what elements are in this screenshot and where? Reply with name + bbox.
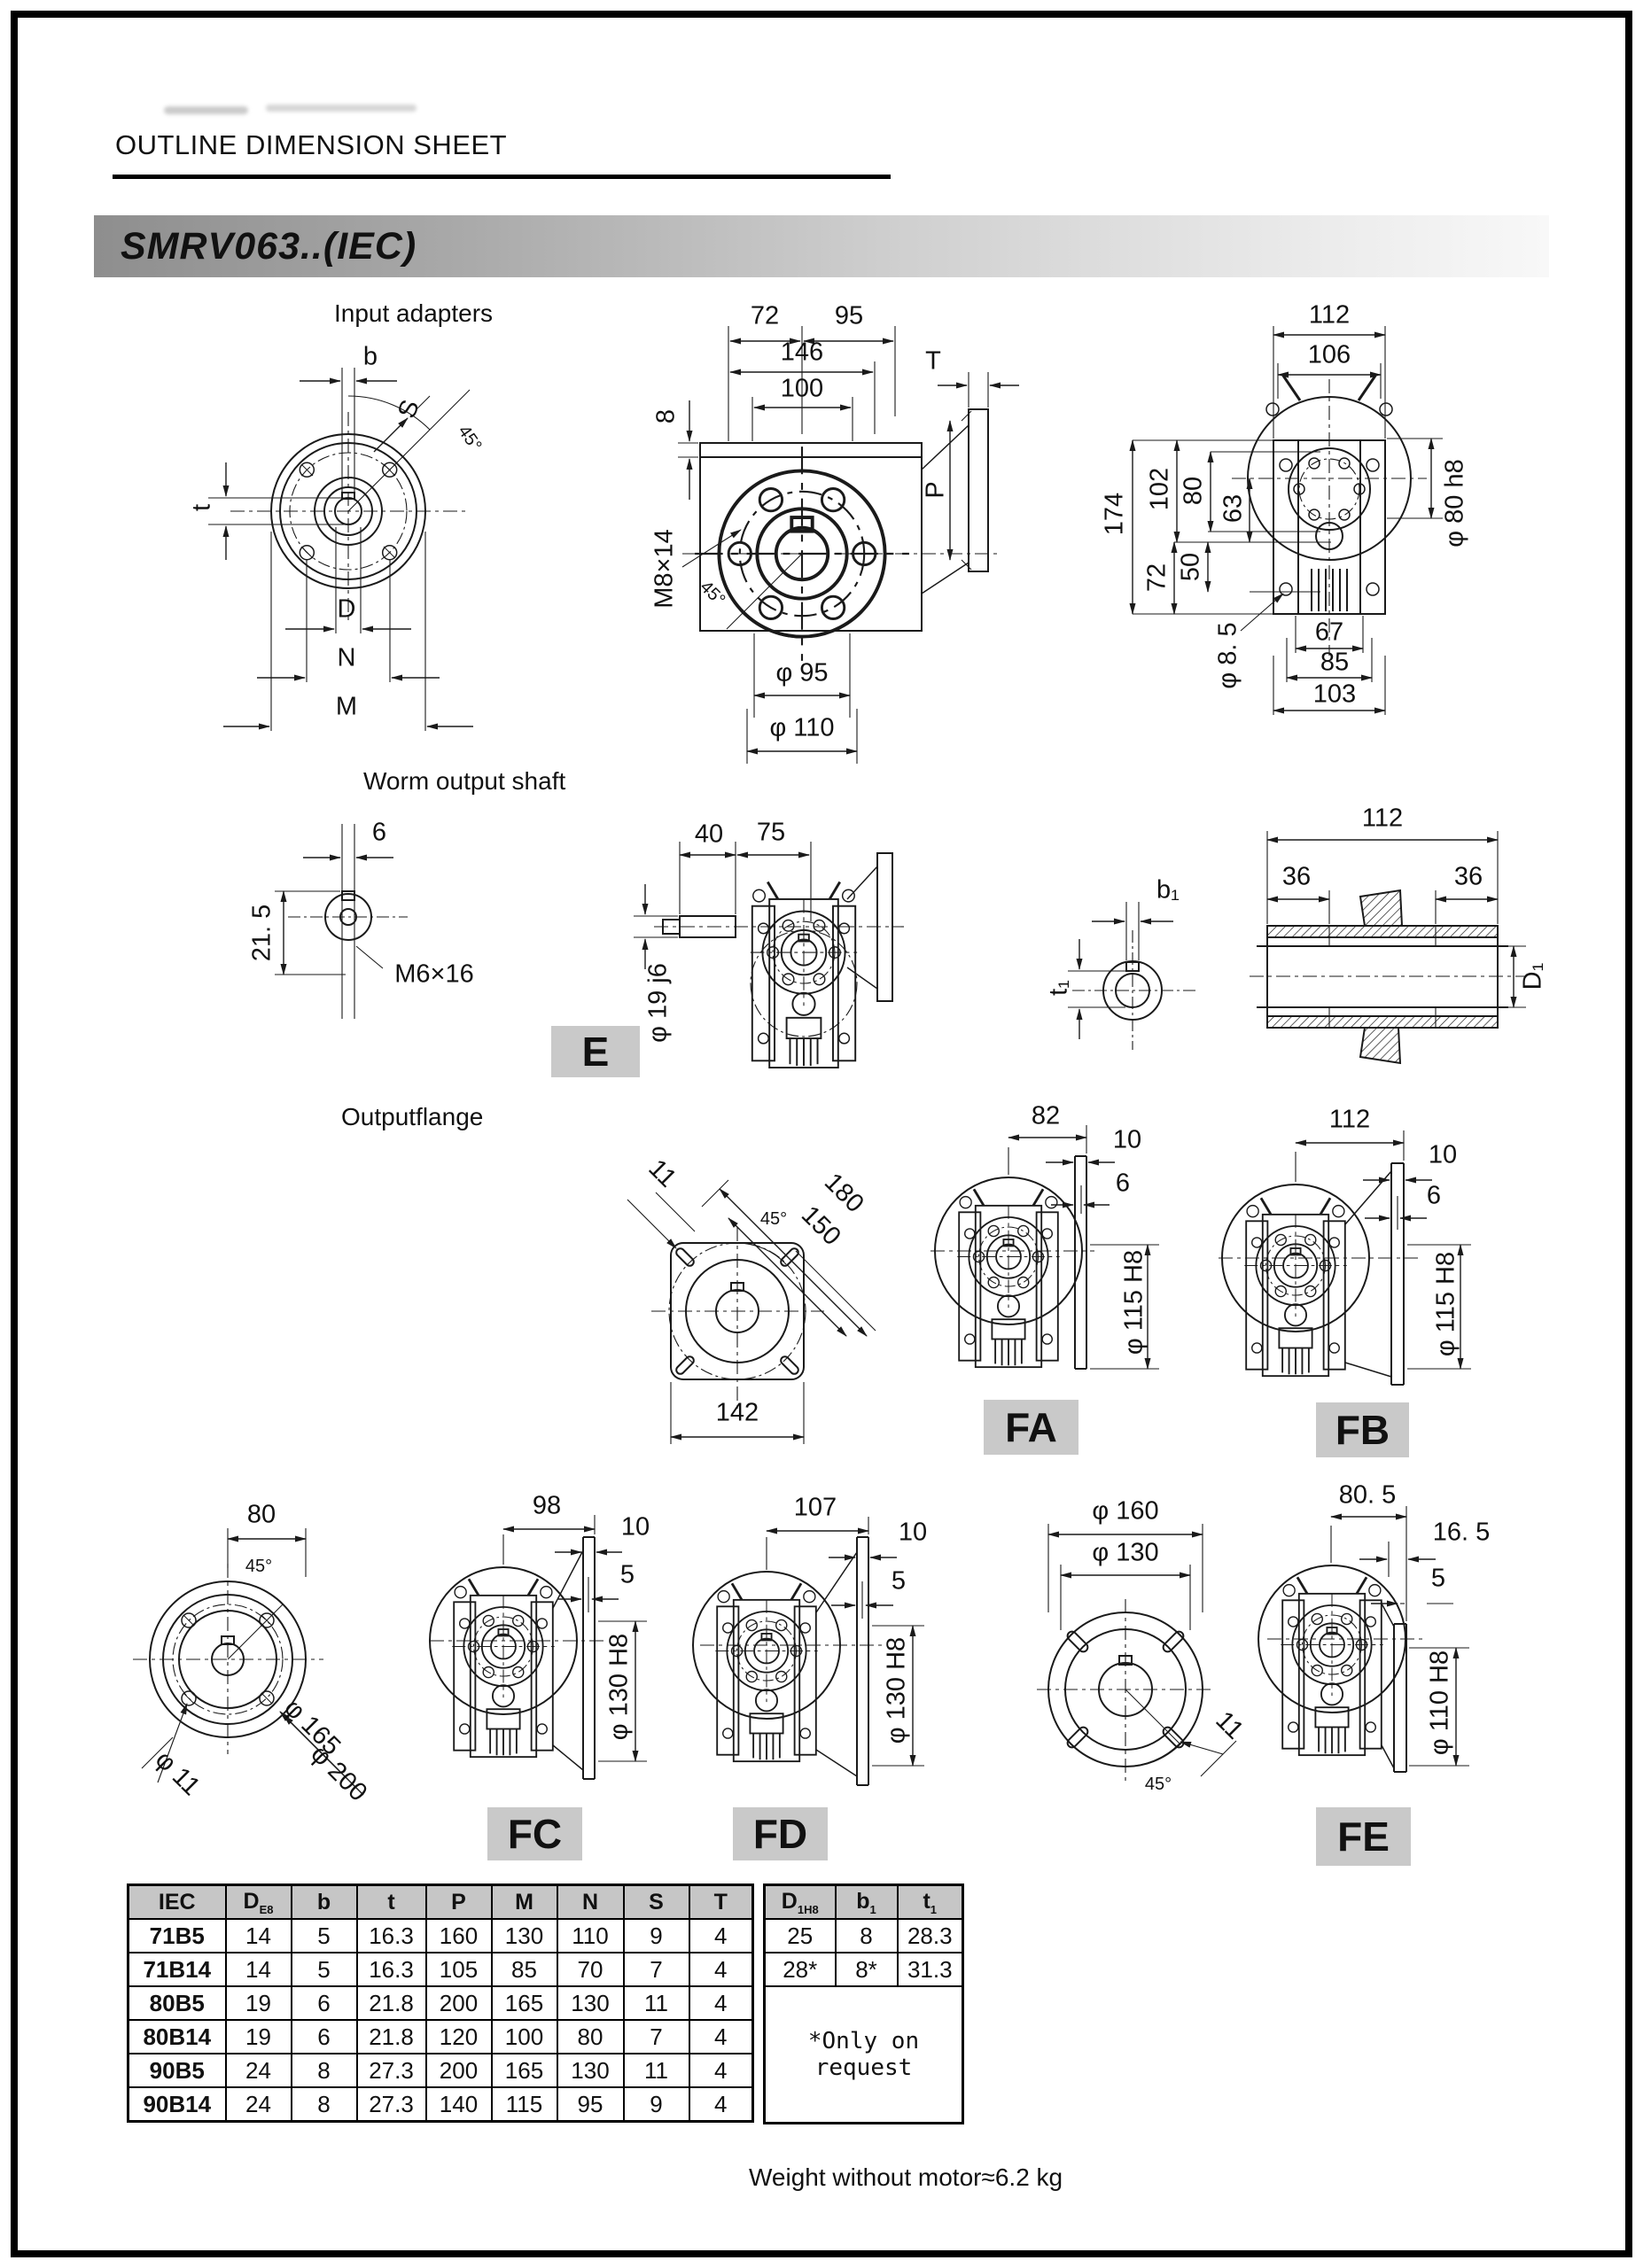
- dim-label: b₁: [1156, 875, 1180, 905]
- cell: 21.8: [357, 2020, 426, 2054]
- cell: 70: [557, 1953, 624, 1986]
- drawing-output-flange-square: [496, 1143, 877, 1471]
- col-header: b: [292, 1885, 357, 1920]
- model-title-bar: [94, 215, 1549, 277]
- drawing-input-adapter-side: [650, 301, 1010, 797]
- dim-label: N: [337, 643, 356, 672]
- dimension-table-hollow-shaft: [763, 1884, 964, 2124]
- dim-label: 95: [834, 301, 864, 330]
- dim-label: 80. 5: [1338, 1480, 1397, 1510]
- tag-fa-label: FA: [1005, 1404, 1057, 1450]
- cell: 31.3: [898, 1953, 963, 1986]
- dim-label: 45°: [759, 1209, 788, 1229]
- col-header: S: [624, 1885, 689, 1920]
- dim-label: 11: [1210, 1705, 1250, 1745]
- col-header: t: [357, 1885, 426, 1920]
- dim-label: 8: [651, 408, 681, 424]
- dim-label: 146: [780, 338, 824, 367]
- cell: 24: [226, 2054, 292, 2087]
- col-header: $D_{E8}$: [226, 1885, 292, 1920]
- dim-label: 72: [750, 301, 780, 330]
- model-name: SMRV063..(IEC): [121, 225, 417, 268]
- cell: 165: [492, 2054, 557, 2087]
- table-row: [128, 1919, 753, 1953]
- cell: 6: [292, 1986, 357, 2020]
- title-underline: [113, 175, 891, 179]
- drawing-worm-shaft-key: [133, 806, 505, 1037]
- cell: 27.3: [357, 2087, 426, 2122]
- drawing-flange-200: [106, 1488, 408, 1869]
- drawing-output-fb: [1205, 1099, 1507, 1462]
- dim-label: φ 8. 5: [1213, 622, 1242, 689]
- dim-label: φ 19 j6: [643, 963, 673, 1043]
- table-row: [128, 1953, 753, 1986]
- dim-label: M: [335, 692, 358, 721]
- dim-label: 6: [371, 818, 387, 847]
- dim-label: 5: [619, 1560, 635, 1589]
- cell: 4: [689, 2054, 753, 2087]
- cell: 80: [557, 2020, 624, 2054]
- cell: 24: [226, 2087, 292, 2122]
- dim-label: 80: [246, 1500, 276, 1529]
- cell: 110: [557, 1919, 624, 1953]
- table-row: [765, 1986, 963, 2124]
- dim-label: t: [187, 503, 216, 512]
- dim-label: 45°: [454, 422, 486, 455]
- dim-label: φ 160: [1092, 1496, 1159, 1526]
- table-header-row: [765, 1885, 963, 1920]
- dim-label: φ 165: [278, 1693, 347, 1761]
- cell-iec: 80B14: [128, 2020, 226, 2054]
- cell: 130: [557, 1986, 624, 2020]
- cell: 14: [226, 1919, 292, 1953]
- dim-label: 80: [1179, 476, 1208, 506]
- dim-label: 100: [780, 374, 824, 403]
- tag-fe-label: FE: [1337, 1814, 1390, 1860]
- dim-label: 10: [898, 1518, 928, 1547]
- page-title: OUTLINE DIMENSION SHEET: [115, 129, 508, 160]
- section-outputflange: Outputflange: [341, 1103, 484, 1130]
- dim-label: 103: [1312, 680, 1357, 709]
- cell-iec: 80B5: [128, 1986, 226, 2020]
- dim-label: 6: [1115, 1169, 1131, 1198]
- drawing-fe-side: [1267, 1471, 1569, 1878]
- cell: 4: [689, 1986, 753, 2020]
- cell: 5: [292, 1953, 357, 1986]
- cell: 120: [426, 2020, 492, 2054]
- cell: 28*: [765, 1953, 836, 1986]
- table-row: [765, 1953, 963, 1986]
- drawing-worm-hollow-shaft: [1019, 797, 1551, 1072]
- cell: 28.3: [898, 1919, 963, 1953]
- dim-label: φ 130 H8: [882, 1636, 911, 1744]
- tag-fb-label: FB: [1335, 1407, 1390, 1453]
- dim-label: P: [921, 481, 950, 499]
- cell: 130: [492, 1919, 557, 1953]
- dim-label: 107: [793, 1493, 837, 1522]
- table-row: [128, 2054, 753, 2087]
- table-row: [765, 1919, 963, 1953]
- drawing-output-fc: [425, 1488, 709, 1878]
- col-header: $b_1$: [836, 1885, 898, 1920]
- dim-label: φ 130 H8: [604, 1633, 634, 1741]
- dim-label: 98: [532, 1491, 562, 1520]
- cell: 8: [836, 1919, 898, 1953]
- dim-label: 142: [715, 1398, 759, 1427]
- cell: 16.3: [357, 1919, 426, 1953]
- cell: 4: [689, 1953, 753, 1986]
- tag-fa: [984, 1400, 1078, 1455]
- dim-label: 45°: [245, 1557, 273, 1576]
- col-header: P: [426, 1885, 492, 1920]
- dim-label: 72: [1142, 563, 1172, 593]
- dim-label: 10: [1112, 1125, 1142, 1154]
- cell: 95: [557, 2087, 624, 2122]
- dim-label: 21. 5: [247, 904, 276, 962]
- col-header: M: [492, 1885, 557, 1920]
- cell-iec: 90B14: [128, 2087, 226, 2122]
- dim-label: φ 130: [1092, 1538, 1159, 1567]
- dim-label: b: [362, 342, 378, 371]
- dim-label: 82: [1031, 1101, 1061, 1130]
- dim-label: 75: [756, 818, 786, 847]
- dim-label: 50: [1176, 552, 1205, 582]
- dim-label: 10: [620, 1512, 650, 1542]
- section-worm-output-shaft: Worm output shaft: [363, 767, 566, 795]
- cell: 19: [226, 1986, 292, 2020]
- dim-label: T: [925, 346, 941, 376]
- cell: 7: [624, 1953, 689, 1986]
- print-smudge: [266, 105, 417, 112]
- cell: 6: [292, 2020, 357, 2054]
- cell: 21.8: [357, 1986, 426, 2020]
- cell: 14: [226, 1953, 292, 1986]
- dim-label: D₁: [1518, 962, 1547, 990]
- dimension-table-main: [127, 1884, 754, 2123]
- cell: 27.3: [357, 2054, 426, 2087]
- cell: 9: [624, 2087, 689, 2122]
- tag-fc-label: FC: [507, 1811, 563, 1857]
- dim-label: 40: [694, 819, 724, 849]
- cell: 4: [689, 2020, 753, 2054]
- drawing-input-adapter-front: [124, 328, 549, 762]
- drawing-worm-shaft-side: [549, 815, 922, 1090]
- dim-label: 11: [642, 1153, 682, 1193]
- cell: 200: [426, 2054, 492, 2087]
- dim-label: 112: [1308, 300, 1351, 330]
- dim-label: 36: [1281, 862, 1312, 891]
- cell-iec: 71B14: [128, 1953, 226, 1986]
- cell: 9: [624, 1919, 689, 1953]
- dim-label: φ 115 H8: [1119, 1249, 1149, 1355]
- dim-label: φ 110: [769, 713, 835, 742]
- dim-label: φ 95: [775, 658, 829, 687]
- dim-label: 180: [818, 1168, 869, 1219]
- print-smudge: [164, 106, 248, 114]
- dim-label: 5: [891, 1566, 907, 1596]
- cell-iec: 90B5: [128, 2054, 226, 2087]
- cell: 11: [624, 1986, 689, 2020]
- dim-label: 6: [1426, 1181, 1442, 1210]
- dim-label: 45°: [1144, 1775, 1172, 1794]
- dim-label: 36: [1453, 862, 1483, 891]
- tag-fe: [1316, 1807, 1411, 1866]
- cell: 115: [492, 2087, 557, 2122]
- drawing-output-fa: [922, 1099, 1179, 1462]
- table-row: [128, 2087, 753, 2122]
- dim-label: φ 115 H8: [1431, 1251, 1460, 1357]
- table-note: *Only on request: [765, 1986, 963, 2124]
- dim-label: 85: [1320, 648, 1350, 677]
- dim-label: 67: [1314, 617, 1344, 647]
- cell: 4: [689, 1919, 753, 1953]
- dim-label: 45°: [696, 577, 729, 610]
- dim-label: φ 200: [305, 1739, 373, 1807]
- dim-label: 106: [1307, 340, 1351, 369]
- table-row: [128, 1986, 753, 2020]
- dim-label: 112: [1361, 804, 1404, 833]
- cell: 160: [426, 1919, 492, 1953]
- cell: 100: [492, 2020, 557, 2054]
- weight-note: Weight without motor≈6.2 kg: [749, 2163, 1063, 2191]
- tag-fd-label: FD: [752, 1811, 808, 1857]
- tag-e-label: E: [581, 1029, 610, 1075]
- col-header: T: [689, 1885, 753, 1920]
- col-header: $t_1$: [898, 1885, 963, 1920]
- dim-label: 174: [1100, 492, 1129, 536]
- section-input-adapters: Input adapters: [334, 299, 494, 327]
- cell: 5: [292, 1919, 357, 1953]
- cell: 8: [292, 2087, 357, 2122]
- dim-label: 150: [795, 1200, 846, 1252]
- table-row: [128, 2020, 753, 2054]
- tag-e: [551, 1026, 640, 1077]
- tag-fc: [487, 1807, 582, 1860]
- dim-label: 5: [1430, 1564, 1446, 1593]
- cell: 4: [689, 2087, 753, 2122]
- col-header: $D_{1H8}$: [765, 1885, 836, 1920]
- cell: 25: [765, 1919, 836, 1953]
- dim-label: D: [337, 594, 356, 624]
- dim-label: φ 110 H8: [1425, 1650, 1454, 1756]
- cell-iec: 71B5: [128, 1919, 226, 1953]
- dim-label: S: [393, 396, 425, 423]
- cell: 11: [624, 2054, 689, 2087]
- dim-label: φ 80 h8: [1440, 459, 1469, 548]
- cell: 140: [426, 2087, 492, 2122]
- dim-label: 16. 5: [1432, 1518, 1491, 1547]
- drawing-output-fd: [700, 1488, 993, 1878]
- dim-label: φ 11: [149, 1745, 206, 1802]
- dim-label: M6×16: [394, 959, 474, 989]
- dim-label: 112: [1328, 1105, 1371, 1134]
- cell: 85: [492, 1953, 557, 1986]
- cell: 105: [426, 1953, 492, 1986]
- dim-label: 63: [1219, 493, 1248, 524]
- dim-label: 10: [1428, 1140, 1458, 1169]
- cell: 8*: [836, 1953, 898, 1986]
- dim-label: M8×14: [650, 529, 679, 609]
- cell: 130: [557, 2054, 624, 2087]
- cell: 165: [492, 1986, 557, 2020]
- dim-label: t₁: [1044, 980, 1073, 996]
- tag-fb: [1316, 1402, 1409, 1457]
- drawing-input-adapter-rear: [1055, 301, 1515, 726]
- cell: 16.3: [357, 1953, 426, 1986]
- cell: 19: [226, 2020, 292, 2054]
- col-header: IEC: [128, 1885, 226, 1920]
- table-header-row: [128, 1885, 753, 1920]
- cell: 200: [426, 1986, 492, 2020]
- drawing-fe-front: [1010, 1488, 1303, 1869]
- dim-label: 102: [1145, 467, 1174, 511]
- cell: 8: [292, 2054, 357, 2087]
- tag-fd: [733, 1807, 828, 1860]
- col-header: N: [557, 1885, 624, 1920]
- cell: 7: [624, 2020, 689, 2054]
